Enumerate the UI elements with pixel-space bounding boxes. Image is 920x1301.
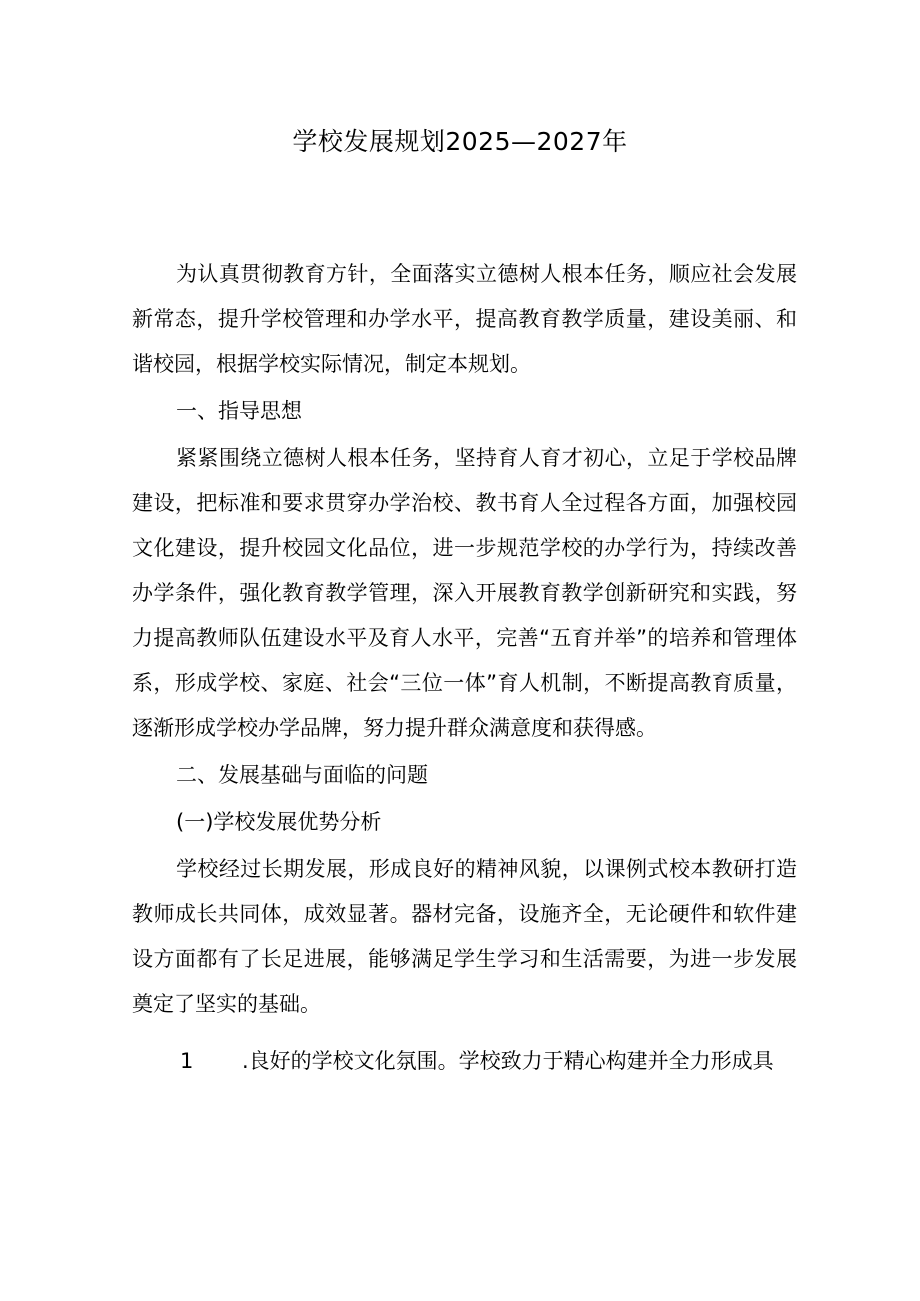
- intro-paragraph: 为认真贯彻教育方针，全面落实立德树人根本任务，顺应社会发展新常态，提升学校管理和办学水平，提高教育教学质量，建设美丽、和谐校园，根据学校实际情况，制定本规划。: [132, 262, 797, 376]
- list-item: [132, 1039, 797, 1084]
- document-body: [132, 252, 797, 1084]
- list-item-text: .良好的学校文化氛围。学校致力于精心构建并全力形成具: [242, 1049, 774, 1073]
- section-body-guiding-ideology: 紧紧围绕立德树人根本任务，坚持育人育才初心，立足于学校品牌建设，把标准和要求贯穿办学治校、教书育人全过程各方面，加强校园文化建设，提升校园文化品位，进一步规范学校的办学行为，持续改善办学条件，强化教育教学管理，深入开展教育教学创新研究和实践，努力提高教师队伍建设水平及育人水平，完善“五育并举”的培养和管理体系，形成学校、家庭、社会“三位一体”育人机制，不断提高教育质量，逐渐形成学校办学品牌，努力提升群众满意度和获得感。: [132, 446, 797, 740]
- list-item-number: 1: [180, 1049, 194, 1073]
- section-heading-development-basis: 二、发展基础与面临的问题: [176, 763, 428, 787]
- subsection-body-advantages: 学校经过长期发展，形成良好的精神风貌，以课例式校本教研打造教师成长共同体，成效显著。器材完备，设施齐全，无论硬件和软件建设方面都有了长足进展，能够满足学生学习和生活需要，为进一步发展奠定了坚实的基础。: [132, 857, 797, 1016]
- subsection-heading-advantages: (一)学校发展优势分析: [176, 810, 382, 834]
- document-title: 学校发展规划2025—2027年: [292, 127, 628, 156]
- section-heading-guiding-ideology: 一、指导思想: [176, 399, 302, 423]
